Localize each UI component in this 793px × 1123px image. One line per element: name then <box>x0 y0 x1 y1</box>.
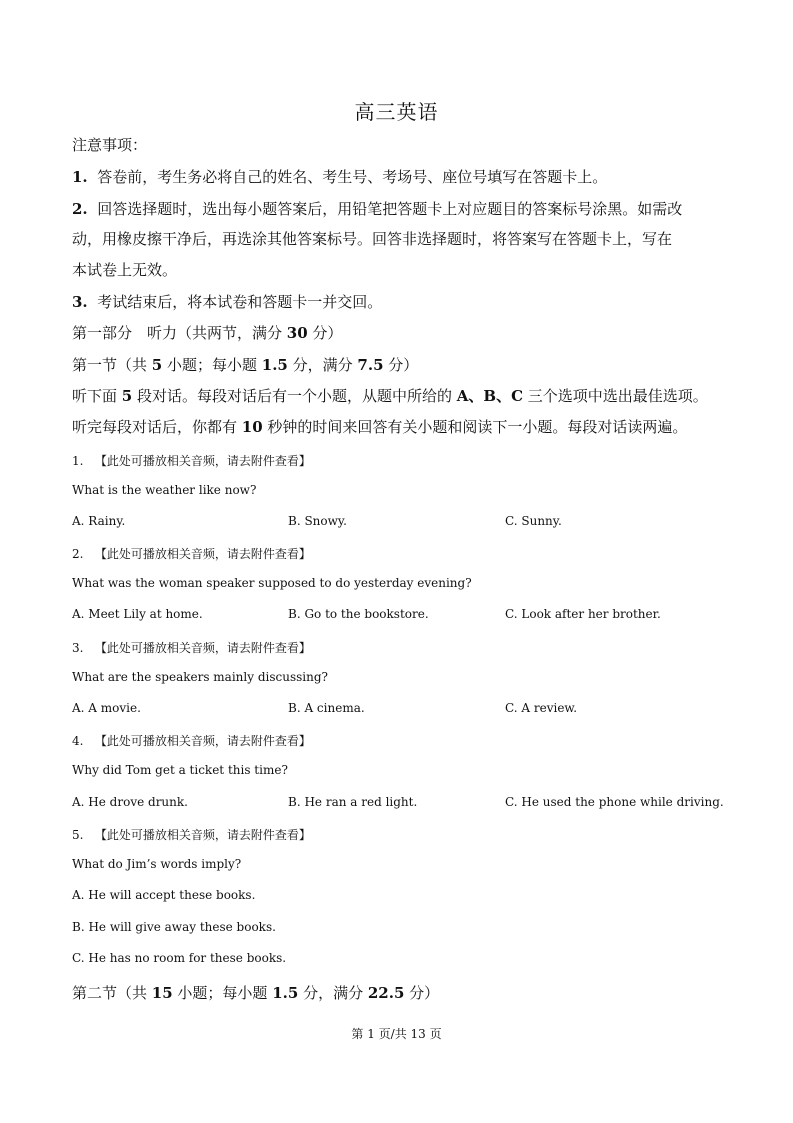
question-1-option-a: A. Rainy. <box>72 514 126 528</box>
notice-item-3 <box>72 291 382 312</box>
question-5-number: 5. <box>72 828 84 842</box>
page-title: 高三英语 <box>354 100 439 124</box>
question-2-stem: What was the woman speaker supposed to do yesterday evening? <box>72 576 472 590</box>
section-1-count: 5 <box>151 356 163 374</box>
notice-item-2-line-3: 本试卷上无效。 <box>72 261 178 279</box>
instr-1-d: A、B、C <box>456 387 524 405</box>
question-4-option-c: C. He used the phone while driving. <box>505 795 724 809</box>
notice-item-2-text-1: 回答选择题时，选出每小题答案后，用铅笔把答题卡上对应题目的答案标号涂黑。如需改 <box>97 200 683 218</box>
question-3-audio <box>72 639 311 656</box>
question-4-number: 4. <box>72 734 84 748</box>
instr-2-c: 秒钟的时间来回答有关小题和阅读下一小题。每段对话读两遍。 <box>262 418 688 436</box>
question-1-number: 1. <box>72 454 84 468</box>
section-2-heading-a: 第二节（共 <box>72 984 152 1002</box>
section-1-heading-g: 分） <box>383 356 419 374</box>
question-5-option-a: A. He will accept these books. <box>72 888 256 902</box>
part-1-heading <box>72 322 342 343</box>
question-2-option-c: C. Look after her brother. <box>505 607 661 621</box>
part-1-total-score: 30 <box>286 324 308 342</box>
question-5-stem: What do Jim’s words imply? <box>72 857 242 871</box>
section-2-per-score: 1.5 <box>272 984 299 1002</box>
audio-placeholder: 【此处可播放相关音频，请去附件查看】 <box>94 454 311 468</box>
question-1-audio <box>72 452 311 469</box>
notice-item-2-line-1 <box>72 198 682 219</box>
question-4-option-a: A. He drove drunk. <box>72 795 188 809</box>
notice-item-2-number: 2. <box>72 200 88 218</box>
notice-item-1 <box>72 166 607 187</box>
section-1-instruction-2 <box>72 416 687 437</box>
section-2-count: 15 <box>151 984 173 1002</box>
question-5-audio <box>72 826 311 843</box>
section-1-heading-c: 小题；每小题 <box>162 356 262 374</box>
notice-heading: 注意事项： <box>72 136 148 154</box>
notice-item-3-number: 3. <box>72 293 88 311</box>
question-1-option-c: C. Sunny. <box>505 514 562 528</box>
question-3-option-c: C. A review. <box>505 701 578 715</box>
audio-placeholder: 【此处可播放相关音频，请去附件查看】 <box>94 547 311 561</box>
section-1-instruction-1 <box>72 385 708 406</box>
section-2-heading-g: 分） <box>404 984 440 1002</box>
question-4-stem: Why did Tom get a ticket this time? <box>72 763 288 777</box>
instr-1-a: 听下面 <box>72 387 122 405</box>
audio-placeholder: 【此处可播放相关音频，请去附件查看】 <box>94 828 311 842</box>
instr-1-e: 三个选项中选出最佳选项。 <box>523 387 708 405</box>
notice-item-1-number: 1. <box>72 168 88 186</box>
section-2-heading <box>72 982 439 1003</box>
instr-1-c: 段对话。每段对话后有一个小题，从题中所给的 <box>132 387 457 405</box>
audio-placeholder: 【此处可播放相关音频，请去附件查看】 <box>94 641 311 655</box>
section-2-heading-e: 分，满分 <box>298 984 368 1002</box>
question-4-option-b: B. He ran a red light. <box>288 795 418 809</box>
instr-1-b: 5 <box>121 387 133 405</box>
question-2-audio <box>72 545 311 562</box>
question-5-option-b: B. He will give away these books. <box>72 920 276 934</box>
page-footer: 第 1 页/共 13 页 <box>351 1027 442 1041</box>
question-3-option-a: A. A movie. <box>72 701 141 715</box>
question-4-audio <box>72 732 311 749</box>
section-1-total: 7.5 <box>357 356 384 374</box>
notice-item-3-text: 考试结束后，将本试卷和答题卡一并交回。 <box>97 293 383 311</box>
question-1-option-b: B. Snowy. <box>288 514 347 528</box>
question-2-option-a: A. Meet Lily at home. <box>72 607 203 621</box>
notice-item-1-text: 答卷前，考生务必将自己的姓名、考生号、考场号、座位号填写在答题卡上。 <box>97 168 608 186</box>
notice-item-2-line-2: 动，用橡皮擦干净后，再选涂其他答案标号。回答非选择题时，将答案写在答题卡上，写在 <box>72 230 673 248</box>
question-2-number: 2. <box>72 547 84 561</box>
instr-2-b: 10 <box>241 418 263 436</box>
question-5-option-c: C. He has no room for these books. <box>72 951 287 965</box>
audio-placeholder: 【此处可播放相关音频，请去附件查看】 <box>94 734 311 748</box>
part-1-heading-text: 第一部分 听力（共两节，满分 <box>72 324 287 342</box>
instr-2-a: 听完每段对话后，你都有 <box>72 418 242 436</box>
question-3-number: 3. <box>72 641 84 655</box>
part-1-heading-suffix: 分） <box>307 324 343 342</box>
question-2-option-b: B. Go to the bookstore. <box>288 607 429 621</box>
section-2-total: 22.5 <box>367 984 405 1002</box>
section-1-heading-a: 第一节（共 <box>72 356 152 374</box>
section-1-per-score: 1.5 <box>261 356 288 374</box>
question-3-option-b: B. A cinema. <box>288 701 365 715</box>
section-2-heading-c: 小题；每小题 <box>172 984 273 1002</box>
question-3-stem: What are the speakers mainly discussing? <box>72 670 328 684</box>
section-1-heading-e: 分，满分 <box>287 356 358 374</box>
question-1-stem: What is the weather like now? <box>72 483 257 497</box>
section-1-heading <box>72 354 418 375</box>
